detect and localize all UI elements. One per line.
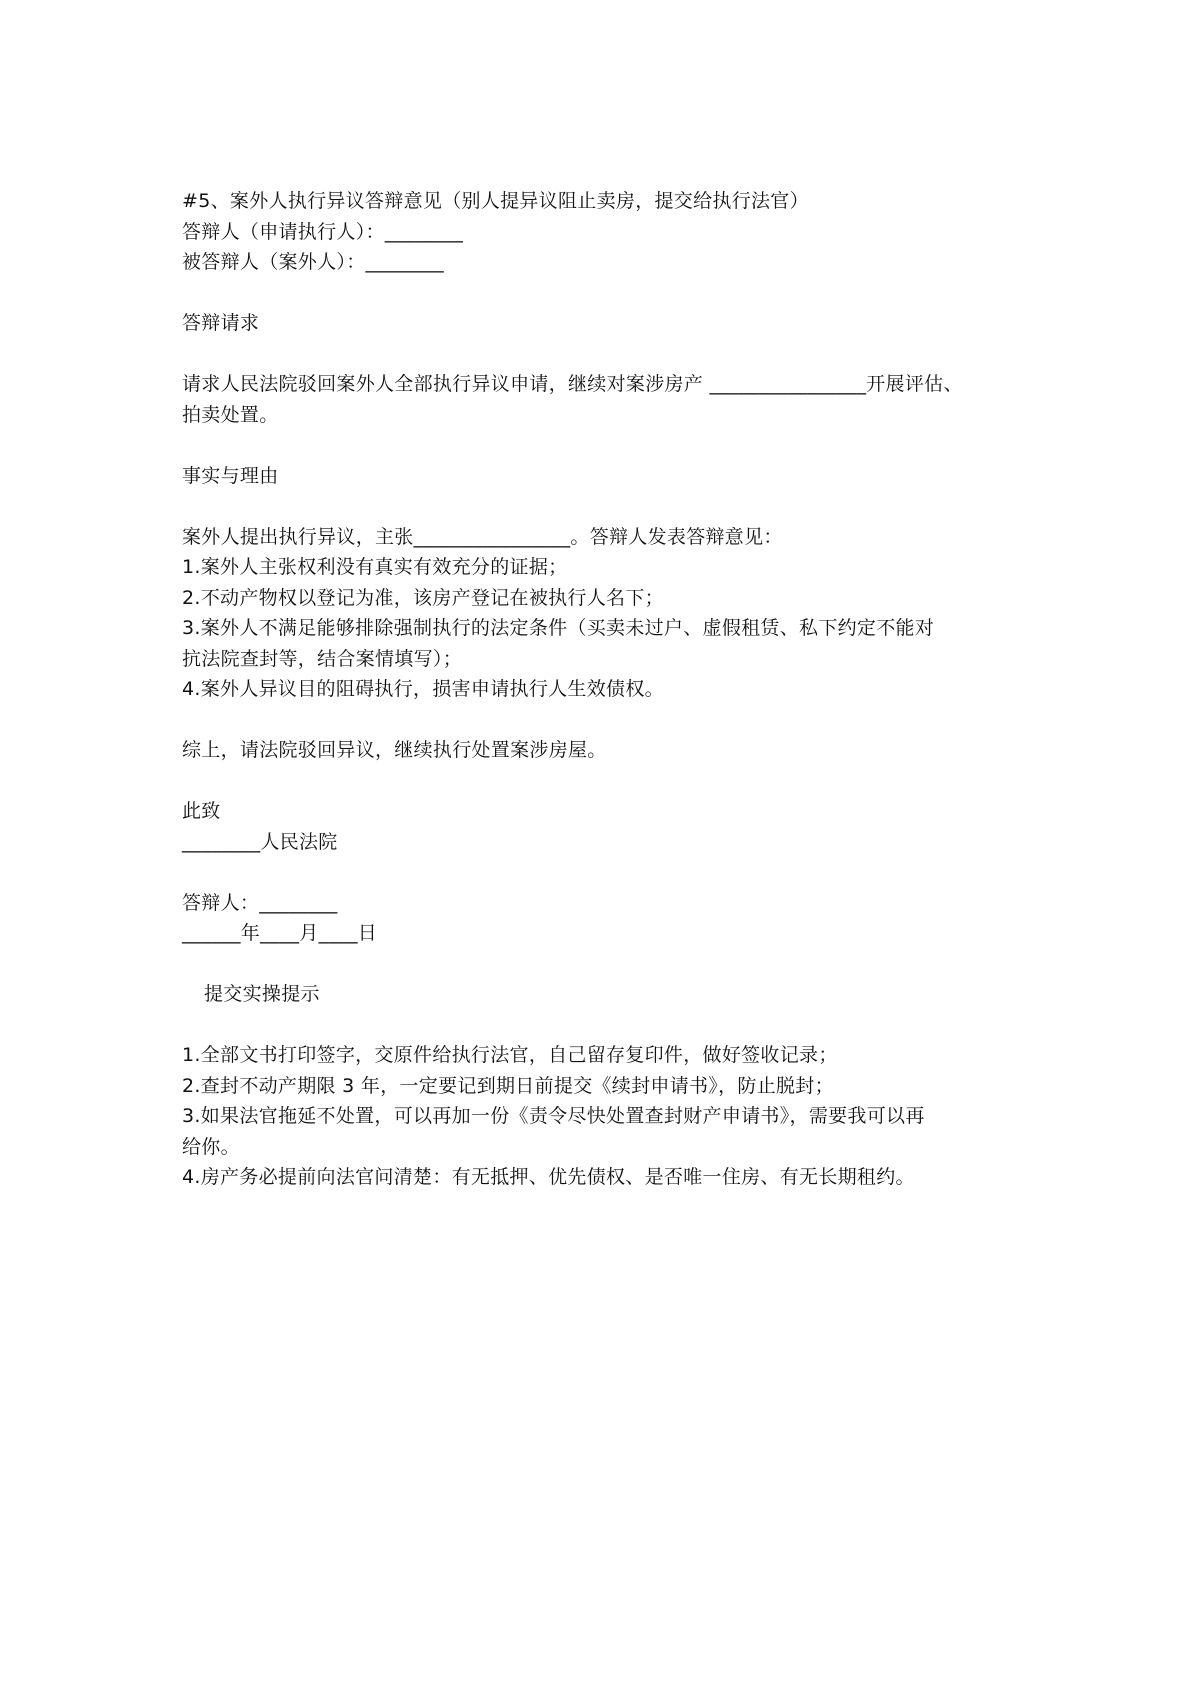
request-text-line-2: 拍卖处置。: [182, 403, 279, 426]
spacer: [182, 857, 1042, 888]
tips-item-3-cont: 给你。: [182, 1135, 240, 1158]
spacer: [182, 430, 1042, 461]
spacer: [182, 766, 1042, 797]
conclusion-text: 综上，请法院驳回异议，继续执行处置案涉房屋。: [182, 739, 607, 761]
spacer: [182, 339, 1042, 370]
court-line: ________人民法院: [182, 830, 338, 853]
salutation: 此致: [182, 800, 221, 822]
spacer: [182, 1010, 1042, 1041]
spacer: [182, 705, 1042, 736]
facts-item-3: 3.案外人不满足能够排除强制执行的法定条件（买卖未过户、虚假租赁、私下约定不能对: [182, 617, 935, 639]
spacer: [182, 278, 1042, 309]
document-title: #5、案外人执行异议答辩意见（别人提异议阻止卖房，提交给执行法官）: [182, 190, 809, 212]
facts-intro: 案外人提出执行异议，主张________________。答辩人发表答辩意见：: [182, 525, 783, 548]
tips-heading: 提交实操提示: [204, 983, 320, 1005]
request-heading: 答辩请求: [182, 312, 260, 334]
facts-heading: 事实与理由: [182, 464, 279, 487]
respondent-line: 答辩人（申请执行人）：________: [182, 220, 464, 243]
tips-item-4: 4.房产务必提前向法官问清楚：有无抵押、优先债权、是否唯一住房、有无长期租约。: [182, 1166, 915, 1188]
signer-line: 答辩人：________: [182, 891, 338, 914]
facts-item-1: 1.案外人主张权利没有真实有效充分的证据；: [182, 556, 568, 578]
request-text-line-1: 请求人民法院驳回案外人全部执行异议申请，继续对案涉房产 ________________开展评估、: [182, 373, 963, 395]
date-line: ______年____月____日: [182, 922, 378, 944]
facts-item-2: 2.不动产物权以登记为准，该房产登记在被执行人名下；: [182, 586, 664, 609]
tips-item-2: 2.查封不动产期限 3 年，一定要记到期日前提交《续封申请书》，防止脱封；: [182, 1074, 834, 1097]
tips-item-3: 3.如果法官拖延不处置，可以再加一份《责令尽快处置查封财产申请书》，需要我可以再: [182, 1105, 925, 1127]
spacer: [182, 491, 1042, 522]
opponent-line: 被答辩人（案外人）：________: [182, 251, 444, 273]
tips-item-1: 1.全部文书打印签字，交原件给执行法官，自己留存复印件，做好签收记录；: [182, 1044, 838, 1066]
document-page: [182, 186, 1042, 1193]
facts-item-3-cont: 抗法院查封等，结合案情填写）；: [182, 647, 463, 670]
spacer: [182, 949, 1042, 980]
facts-item-4: 4.案外人异议目的阻碍执行，损害申请执行人生效债权。: [182, 678, 664, 700]
